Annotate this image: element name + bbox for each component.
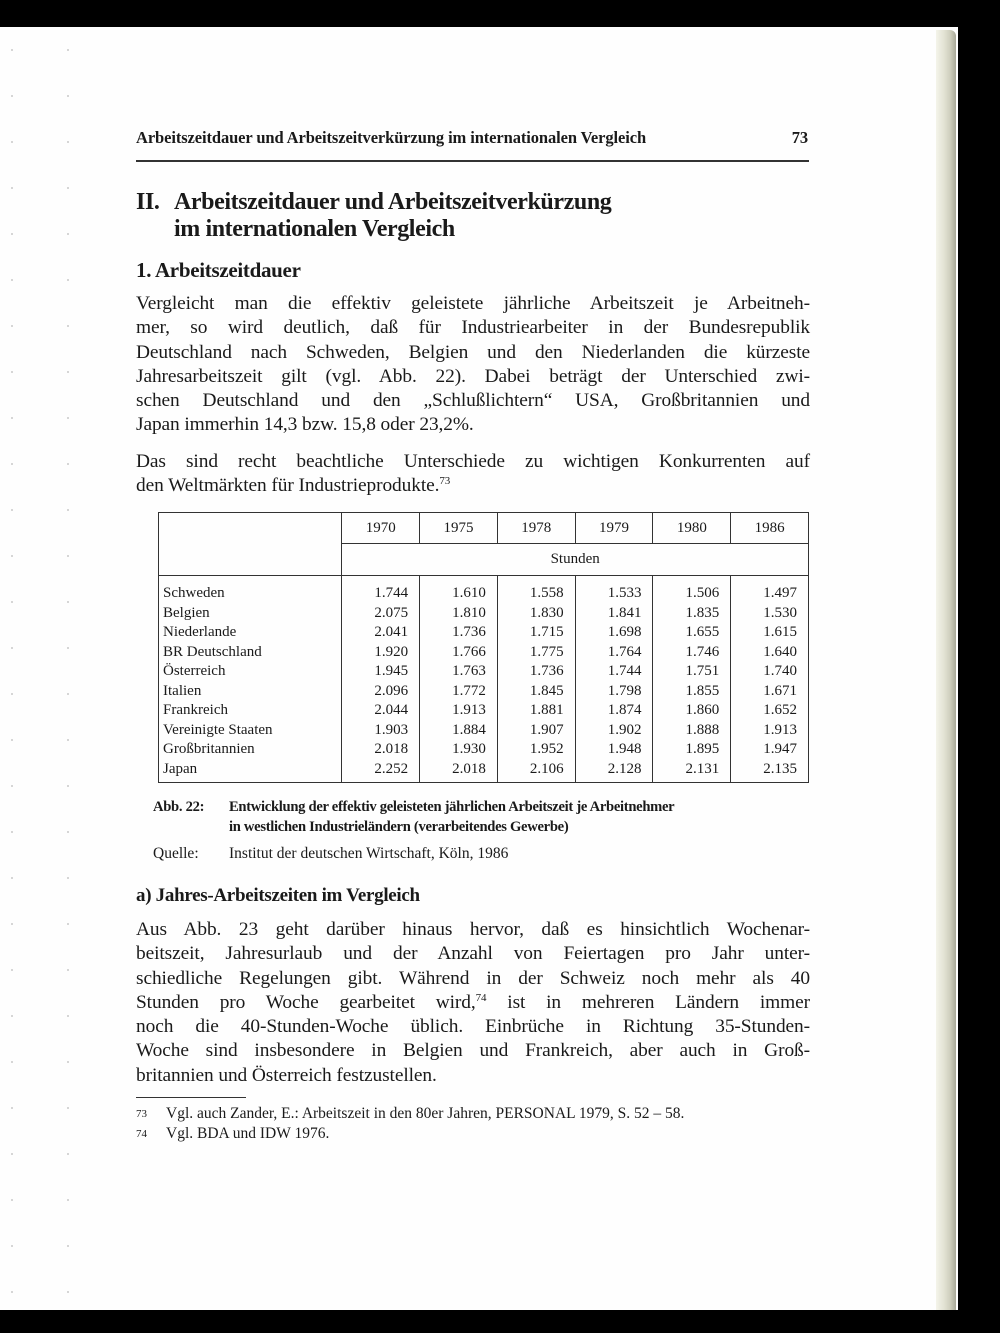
source-note bbox=[153, 845, 508, 863]
text-line: mer, so wird deutlich, daß für Industriearbeiter in der Bundesrepublik bbox=[136, 317, 810, 339]
chapter-title-line2: im internationalen Vergleich bbox=[174, 216, 455, 242]
hours-value: 1.835 bbox=[653, 604, 731, 624]
country-name: Schweden bbox=[159, 576, 342, 604]
table-row bbox=[159, 701, 809, 721]
country-name: BR Deutschland bbox=[159, 643, 342, 663]
table-row bbox=[159, 643, 809, 663]
hours-value: 1.947 bbox=[731, 740, 809, 760]
hours-value: 1.830 bbox=[497, 604, 575, 624]
text-line bbox=[136, 474, 810, 498]
hours-value: 1.506 bbox=[653, 576, 731, 604]
year-header: 1979 bbox=[575, 513, 653, 544]
source-label: Quelle: bbox=[153, 845, 199, 862]
table-row bbox=[159, 740, 809, 760]
paragraph-3 bbox=[136, 918, 810, 1088]
country-name: Belgien bbox=[159, 604, 342, 624]
subsection-title: a) Jahres-Arbeitszeiten im Vergleich bbox=[136, 885, 420, 906]
header-rule bbox=[136, 160, 809, 162]
year-header: 1980 bbox=[653, 513, 731, 544]
table-row bbox=[159, 760, 809, 783]
hours-value: 1.881 bbox=[497, 701, 575, 721]
footnote-ref: 74 bbox=[475, 991, 487, 1004]
year-header-row bbox=[159, 513, 809, 544]
country-name: Vereinigte Staaten bbox=[159, 721, 342, 741]
text-line: Das sind recht beachtliche Unterschiede zu wichtigen Konkurrenten auf bbox=[136, 451, 810, 472]
figure-caption bbox=[153, 797, 813, 837]
text-line: noch die 40-Stunden-Woche üblich. Einbrüche in Richtung 35-Stunden- bbox=[136, 1016, 810, 1038]
paragraph-2 bbox=[136, 450, 810, 499]
hours-value: 1.874 bbox=[575, 701, 653, 721]
hours-value: 2.106 bbox=[497, 760, 575, 783]
hours-value: 1.855 bbox=[653, 682, 731, 702]
hours-value: 1.497 bbox=[731, 576, 809, 604]
text-segment: Stunden pro Woche gearbeitet wird, bbox=[136, 991, 476, 1013]
hours-value: 1.751 bbox=[653, 662, 731, 682]
hours-value: 1.888 bbox=[653, 721, 731, 741]
table-row bbox=[159, 662, 809, 682]
hours-value: 1.913 bbox=[731, 721, 809, 741]
hours-value: 1.558 bbox=[497, 576, 575, 604]
footnote-number: 73 bbox=[136, 1108, 147, 1120]
table-row bbox=[159, 576, 809, 604]
table-body bbox=[159, 576, 809, 783]
hours-value: 1.895 bbox=[653, 740, 731, 760]
hours-value: 1.744 bbox=[575, 662, 653, 682]
hours-value: 2.018 bbox=[420, 760, 498, 783]
hours-value: 2.018 bbox=[342, 740, 420, 760]
hours-value: 2.075 bbox=[342, 604, 420, 624]
hours-value: 1.884 bbox=[420, 721, 498, 741]
binding-marks bbox=[67, 27, 69, 1310]
table-row bbox=[159, 682, 809, 702]
caption-label: Abb. 22: bbox=[153, 799, 205, 815]
hours-value: 1.740 bbox=[731, 662, 809, 682]
source-text: Institut der deutschen Wirtschaft, Köln, 1986 bbox=[229, 845, 509, 862]
hours-value: 1.903 bbox=[342, 721, 420, 741]
page-edge-stack bbox=[936, 30, 956, 1310]
hours-value: 1.766 bbox=[420, 643, 498, 663]
hours-value: 1.845 bbox=[497, 682, 575, 702]
hours-value: 2.135 bbox=[731, 760, 809, 783]
running-head-title: Arbeitszeitdauer und Arbeitszeitverkürzung im internationalen Vergleich bbox=[136, 128, 647, 147]
paragraph-1 bbox=[136, 292, 810, 438]
hours-value: 1.640 bbox=[731, 643, 809, 663]
text-line: Woche sind insbesondere in Belgien und Frankreich, aber auch in Groß- bbox=[136, 1040, 810, 1062]
table-row bbox=[159, 623, 809, 643]
table-row bbox=[159, 721, 809, 741]
chapter-title bbox=[136, 189, 756, 243]
country-name: Japan bbox=[159, 760, 342, 783]
hours-value: 1.698 bbox=[575, 623, 653, 643]
hours-value: 1.920 bbox=[342, 643, 420, 663]
hours-value: 1.610 bbox=[420, 576, 498, 604]
text-line: Aus Abb. 23 geht darüber hinaus hervor, daß es hinsichtlich Wochenar- bbox=[136, 919, 810, 940]
hours-value: 1.736 bbox=[420, 623, 498, 643]
footnote-text: Vgl. auch Zander, E.: Arbeitszeit in den 80er Jahren, PERSONAL 1979, S. 52 – 58. bbox=[166, 1105, 685, 1122]
chapter-title-line1: Arbeitszeitdauer und Arbeitszeitverkürzung bbox=[174, 189, 612, 215]
text-line: beitszeit, Jahresurlaub und der Anzahl von Feiertagen pro Jahr unter- bbox=[136, 943, 810, 965]
row-label-header bbox=[159, 513, 342, 576]
hours-value: 1.907 bbox=[497, 721, 575, 741]
footnote-ref: 73 bbox=[439, 475, 451, 488]
hours-value: 1.930 bbox=[420, 740, 498, 760]
text-line: britannien und Österreich festzustellen. bbox=[136, 1064, 437, 1086]
hours-value: 1.655 bbox=[653, 623, 731, 643]
hours-value: 1.913 bbox=[420, 701, 498, 721]
hours-value: 2.252 bbox=[342, 760, 420, 783]
text-line: Deutschland nach Schweden, Belgien und den Niederlanden die kürzeste bbox=[136, 341, 810, 363]
hours-value: 1.715 bbox=[497, 623, 575, 643]
hours-value: 1.775 bbox=[497, 643, 575, 663]
hours-value: 1.841 bbox=[575, 604, 653, 624]
chapter-number: II. bbox=[136, 189, 160, 215]
country-name: Großbritannien bbox=[159, 740, 342, 760]
text-line: Vergleicht man die effektiv geleistete jährliche Arbeitszeit je Arbeitneh- bbox=[136, 293, 810, 314]
hours-value: 1.860 bbox=[653, 701, 731, 721]
running-head bbox=[136, 128, 808, 148]
country-name: Italien bbox=[159, 682, 342, 702]
year-header: 1986 bbox=[731, 513, 809, 544]
hours-value: 2.128 bbox=[575, 760, 653, 783]
working-hours-table bbox=[158, 512, 809, 783]
footnote bbox=[136, 1104, 816, 1124]
hours-value: 2.041 bbox=[342, 623, 420, 643]
footnote-number: 74 bbox=[136, 1128, 147, 1140]
hours-value: 1.530 bbox=[731, 604, 809, 624]
country-name: Österreich bbox=[159, 662, 342, 682]
text-segment: ist in mehreren Ländern immer bbox=[486, 991, 810, 1013]
unit-label: Stunden bbox=[342, 544, 809, 576]
hours-value: 1.902 bbox=[575, 721, 653, 741]
hours-value: 1.533 bbox=[575, 576, 653, 604]
hours-value: 1.948 bbox=[575, 740, 653, 760]
table-row bbox=[159, 604, 809, 624]
hours-value: 2.096 bbox=[342, 682, 420, 702]
country-name: Niederlande bbox=[159, 623, 342, 643]
section-title: 1. Arbeitszeitdauer bbox=[136, 258, 301, 282]
hours-value: 1.764 bbox=[575, 643, 653, 663]
text-line: schiedliche Regelungen gibt. Während in der Schweiz noch mehr als 40 bbox=[136, 967, 810, 989]
text-line: Jahresarbeitszeit gilt (vgl. Abb. 22). Dabei beträgt der Unterschied zwi- bbox=[136, 365, 810, 387]
text-line: Japan immerhin 14,3 bzw. 15,8 oder 23,2%. bbox=[136, 414, 474, 436]
binding-marks bbox=[11, 27, 13, 1310]
hours-value: 1.736 bbox=[497, 662, 575, 682]
caption-line2: in westlichen Industrieländern (verarbeitendes Gewerbe) bbox=[229, 819, 569, 835]
footnote-text: Vgl. BDA und IDW 1976. bbox=[166, 1125, 330, 1142]
footnote-rule bbox=[136, 1097, 246, 1098]
text-line-content: den Weltmärkten für Industrieprodukte. bbox=[136, 475, 440, 497]
caption-line1: Entwicklung der effektiv geleisteten jährlichen Arbeitszeit je Arbeitnehmer bbox=[229, 799, 675, 815]
year-header: 1975 bbox=[420, 513, 498, 544]
hours-value: 1.652 bbox=[731, 701, 809, 721]
footnote bbox=[136, 1124, 816, 1144]
footnotes bbox=[136, 1104, 816, 1144]
hours-value: 1.744 bbox=[342, 576, 420, 604]
page-number: 73 bbox=[791, 128, 808, 147]
hours-value: 1.772 bbox=[420, 682, 498, 702]
year-header: 1970 bbox=[342, 513, 420, 544]
hours-value: 1.671 bbox=[731, 682, 809, 702]
hours-value: 1.615 bbox=[731, 623, 809, 643]
hours-value: 2.044 bbox=[342, 701, 420, 721]
hours-value: 1.763 bbox=[420, 662, 498, 682]
hours-value: 1.746 bbox=[653, 643, 731, 663]
year-header: 1978 bbox=[497, 513, 575, 544]
hours-value: 1.945 bbox=[342, 662, 420, 682]
hours-value: 2.131 bbox=[653, 760, 731, 783]
text-line bbox=[136, 991, 810, 1015]
country-name: Frankreich bbox=[159, 701, 342, 721]
hours-value: 1.798 bbox=[575, 682, 653, 702]
text-line: schen Deutschland und den „Schlußlichtern“ USA, Großbritannien und bbox=[136, 390, 810, 412]
hours-value: 1.810 bbox=[420, 604, 498, 624]
hours-value: 1.952 bbox=[497, 740, 575, 760]
